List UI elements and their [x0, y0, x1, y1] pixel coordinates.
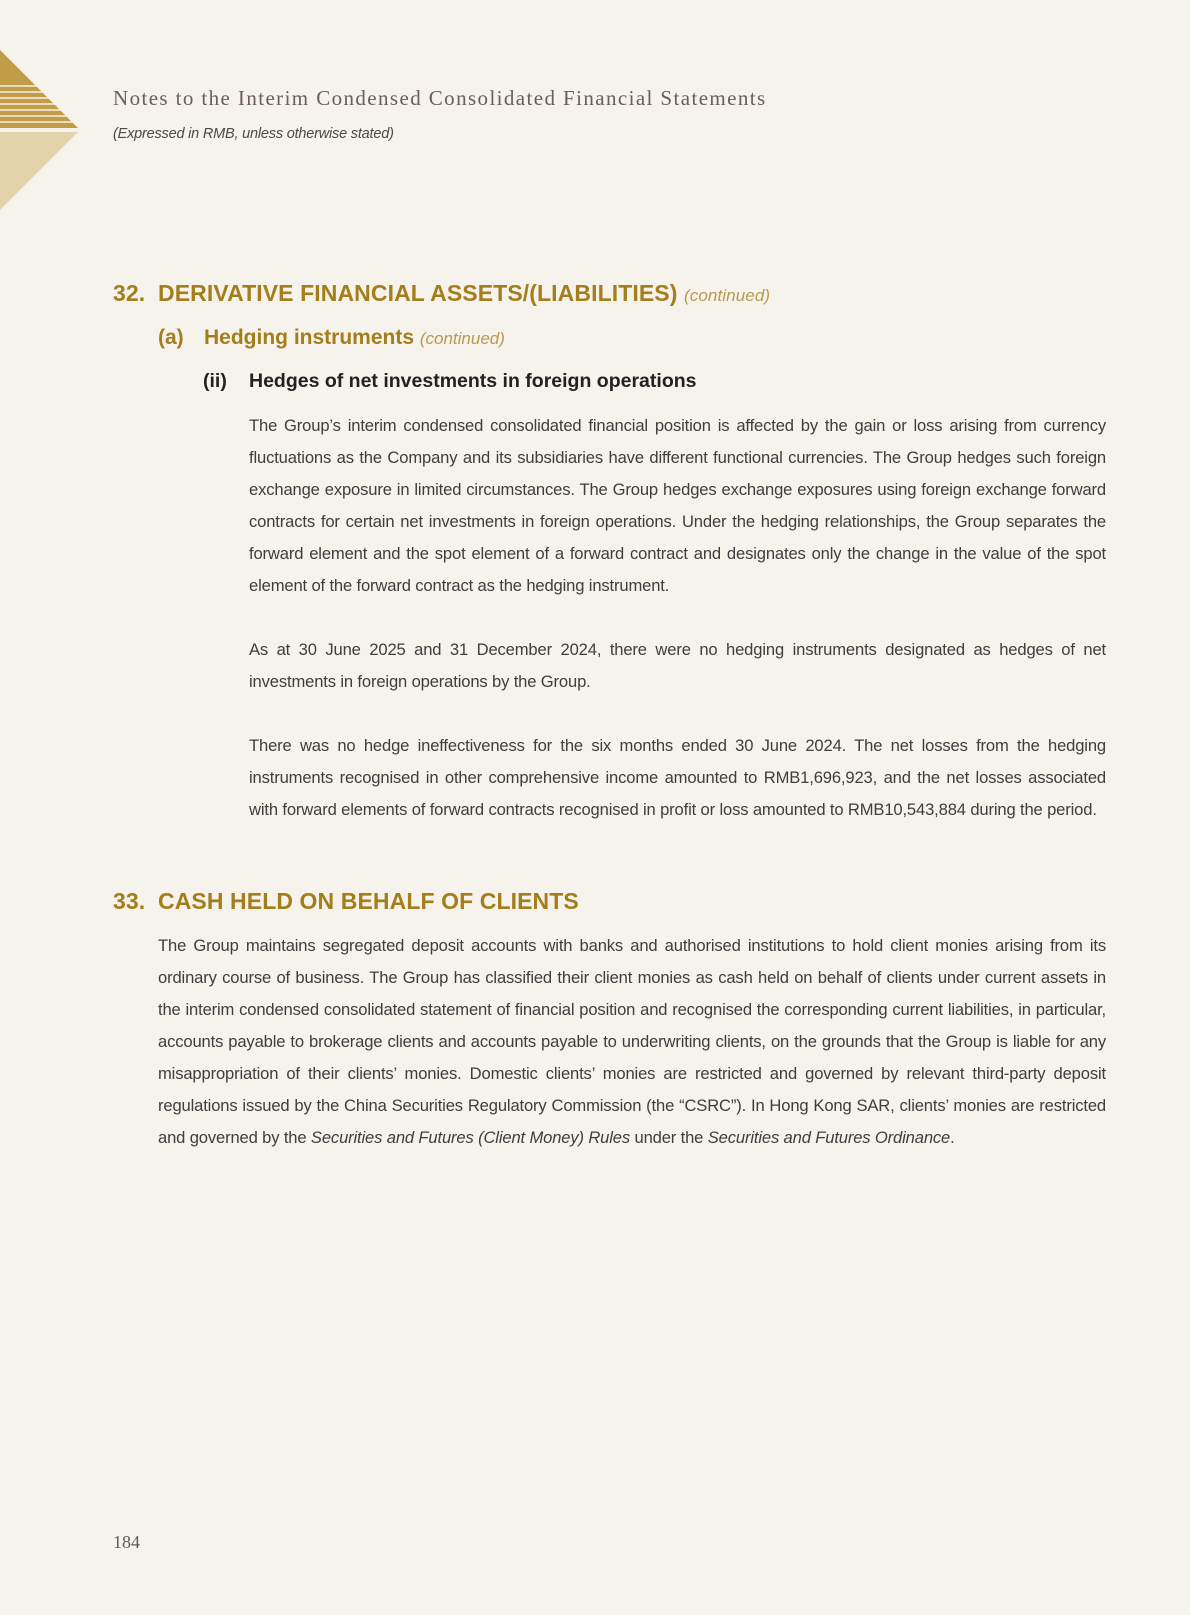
ordinance-title: Securities and Futures Ordinance — [707, 1128, 951, 1147]
page-number: 184 — [113, 1532, 140, 1552]
running-header-subtitle: (Expressed in RMB, unless otherwise stated) — [113, 126, 394, 142]
subsection-a-continued: (continued) — [419, 329, 505, 348]
cash-held-text-part2: under the — [630, 1128, 708, 1147]
subsection-ii-title: Hedges of net investments in foreign operations — [249, 370, 697, 392]
subsection-a-number: (a) — [158, 326, 184, 349]
subsection-ii-number: (ii) — [203, 370, 227, 392]
subsection-a-heading — [158, 326, 505, 350]
section-32-heading — [113, 280, 770, 307]
subsection-a-title: Hedging instruments — [204, 326, 415, 349]
hedging-paragraph-3: There was no hedge ineffectiveness for the six months ended 30 June 2024. The net losses from the hedging instruments recognised in other comprehensive income amounted to RMB1,696,923, and the net losses associated with forward elements of forward contracts recognised in profit or loss amounted to RMB10,543,884 during the period. — [249, 736, 1106, 819]
section-33-number: 33. — [113, 888, 146, 914]
section-33-title: CASH HELD ON BEHALF OF CLIENTS — [158, 888, 579, 914]
section-32-continued: (continued) — [684, 286, 771, 305]
hedging-paragraph-1: The Group’s interim condensed consolidated financial position is affected by the gain or loss arising from currency fluctuations as the Company and its subsidiaries have different functional currencies. The Group hedges such foreign exchange exposure in limited circumstances. The Group hedges exchange exposures using foreign exchange forward contracts for certain net investments in foreign operations. Under the hedging relationships, the Group separates the forward element and the spot element of a forward contract and designates only the change in the value of the spot element of the forward contract as the hedging instrument. — [249, 416, 1106, 595]
client-money-rules-title: Securities and Futures (Client Money) Rules — [310, 1128, 631, 1147]
subsection-ii-heading — [203, 370, 696, 393]
running-header-title: Notes to the Interim Condensed Consolidated Financial Statements — [113, 86, 767, 110]
corner-decoration — [0, 50, 80, 212]
section-33-heading — [113, 888, 579, 915]
cash-held-text-part1: The Group maintains segregated deposit accounts with banks and authorised institutions to hold client monies arising from its ordinary course of business. The Group has classified their client monies as cash held on behalf of clients under current assets in the interim condensed consolidated statement of financial position and recognised the corresponding current liabilities, in particular, accounts payable to brokerage clients and accounts payable to underwriting clients, on the grounds that the Group is liable for any misappropriation of their clients’ monies. Domestic clients’ monies are restricted and governed by relevant third-party deposit regulations issued by the China Securities Regulatory Commission (the “CSRC”). In Hong Kong SAR, clients’ monies are restricted and governed by the — [158, 936, 1106, 1147]
cash-held-paragraph — [158, 930, 1106, 1154]
section-32-title: DERIVATIVE FINANCIAL ASSETS/(LIABILITIES) — [158, 280, 678, 306]
hedging-paragraph-2: As at 30 June 2025 and 31 December 2024, there were no hedging instruments designated as hedges of net investments in foreign operations by the Group. — [249, 640, 1106, 691]
section-32-number: 32. — [113, 280, 146, 306]
cash-held-text-end: . — [950, 1128, 955, 1147]
